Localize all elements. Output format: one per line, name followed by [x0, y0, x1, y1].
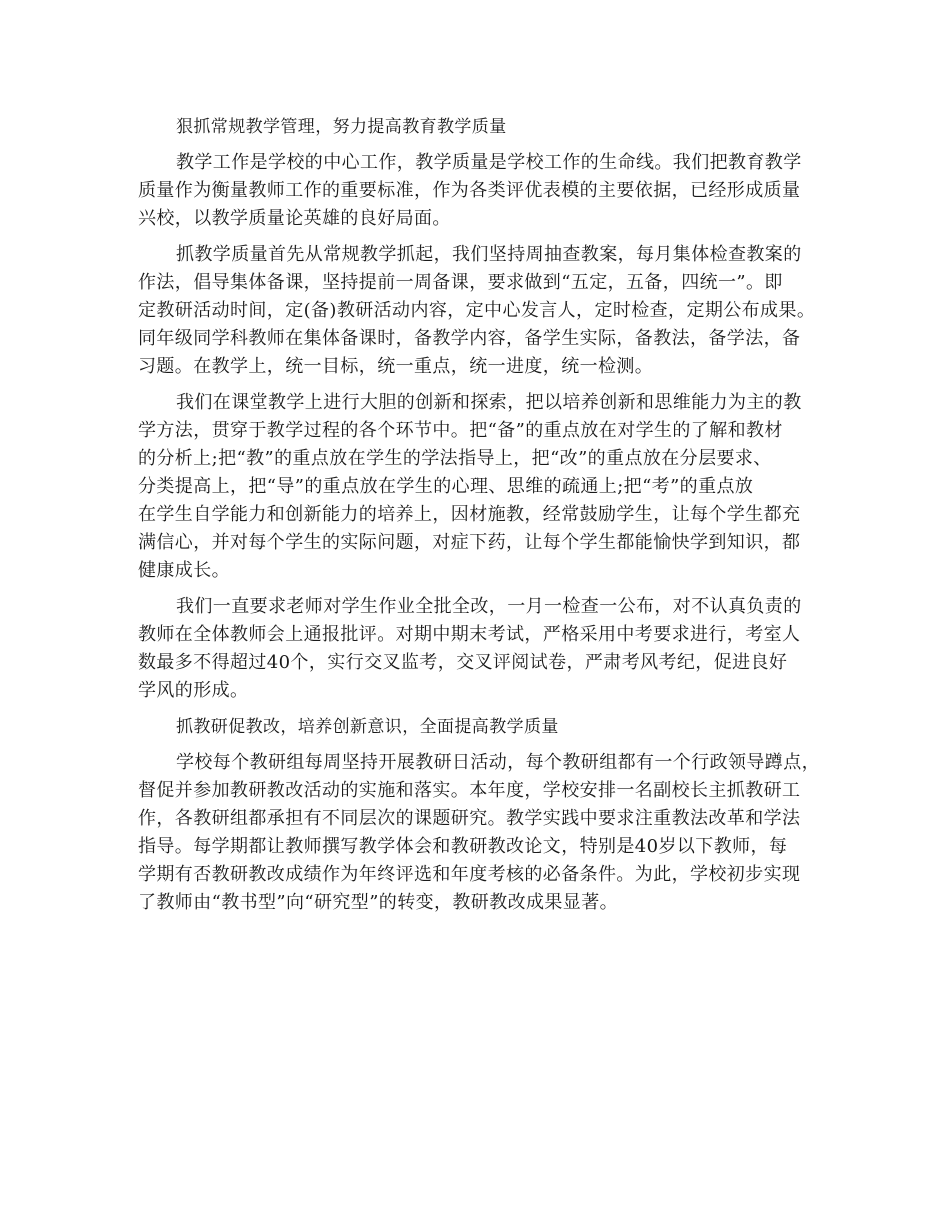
paragraph-line: 我们在课堂教学上进行大胆的创新和探索，把以培养创新和思维能力为主的教	[176, 392, 802, 413]
paragraph-1	[138, 149, 813, 233]
section-heading-2: 抓教研促教改，培养创新意识，全面提高教学质量	[176, 717, 559, 737]
paragraph-5	[138, 749, 820, 917]
paragraph-line: 督促并参加教研教改活动的实施和落实。本年度，学校安排一名副校长主抓教研工	[138, 780, 801, 801]
document-body	[138, 113, 820, 917]
paragraph-line: 兴校，以教学质量论英雄的良好局面。	[138, 208, 451, 229]
paragraph-2	[138, 241, 816, 381]
paragraph-line: 的分析上;把“教”的重点放在学生的学法指导上，把“改”的重点放在分层要求、	[138, 448, 772, 469]
paragraph-line: 学方法，贯穿于教学过程的各个环节中。把“备”的重点放在对学生的了解和教材	[138, 420, 783, 441]
paragraph-line: 在学生自学能力和创新能力的培养上，因材施教，经常鼓励学生，让每个学生都充	[138, 504, 801, 525]
section-heading-1: 狠抓常规教学管理，努力提高教育教学质量	[176, 117, 507, 137]
paragraph-3	[138, 389, 813, 585]
paragraph-line: 教师在全体教师会上通报批评。对期中期末考试，严格采用中考要求进行，考室人	[138, 624, 801, 645]
paragraph-line: 同年级同学科教师在集体备课时，备教学内容，备学生实际，备教法，备学法，备	[138, 328, 801, 349]
paragraph-line: 健康成长。	[138, 560, 230, 581]
paragraph-line: 定教研活动时间，定(备)教研活动内容，定中心发言人，定时检查，定期公布成果。	[138, 300, 816, 321]
paragraph-line: 了教师由“教书型”向“研究型”的转变，教研教改成果显著。	[138, 892, 619, 913]
paragraph-line: 作法，倡导集体备课，坚持提前一周备课，要求做到“五定，五备，四统一”。即	[138, 272, 783, 293]
paragraph-line: 分类提高上，把“导”的重点放在学生的心理、思维的疏通上;把“考”的重点放	[138, 476, 754, 497]
paragraph-line: 质量作为衡量教师工作的重要标准，作为各类评优表模的主要依据，已经形成质量	[138, 180, 801, 201]
paragraph-line: 习题。在教学上，统一目标，统一重点，统一进度，统一检测。	[138, 356, 654, 377]
paragraph-line: 学期有否教研教改成绩作为年终评选和年度考核的必备条件。为此，学校初步实现	[138, 864, 801, 885]
paragraph-4	[138, 593, 813, 705]
paragraph-line: 教学工作是学校的中心工作，教学质量是学校工作的生命线。我们把教育教学	[176, 152, 802, 173]
paragraph-line: 抓教学质量首先从常规教学抓起，我们坚持周抽查教案，每月集体检查教案的	[176, 244, 802, 265]
paragraph-line: 指导。每学期都让教师撰写教学体会和教研教改论文，特别是40岁以下教师，每	[138, 836, 788, 857]
paragraph-line: 满信心，并对每个学生的实际问题，对症下药，让每个学生都能愉快学到知识，都	[138, 532, 801, 553]
paragraph-line: 数最多不得超过40个，实行交叉监考，交叉评阅试卷，严肃考风考纪，促进良好	[138, 652, 788, 673]
paragraph-line: 学校每个教研组每周坚持开展教研日活动，每个教研组都有一个行政领导蹲点，	[176, 752, 820, 773]
paragraph-line: 学风的形成。	[138, 680, 249, 701]
paragraph-line: 作，各教研组都承担有不同层次的课题研究。教学实践中要求注重教法改革和学法	[138, 808, 801, 829]
paragraph-line: 我们一直要求老师对学生作业全批全改，一月一检查一公布，对不认真负责的	[176, 596, 802, 617]
